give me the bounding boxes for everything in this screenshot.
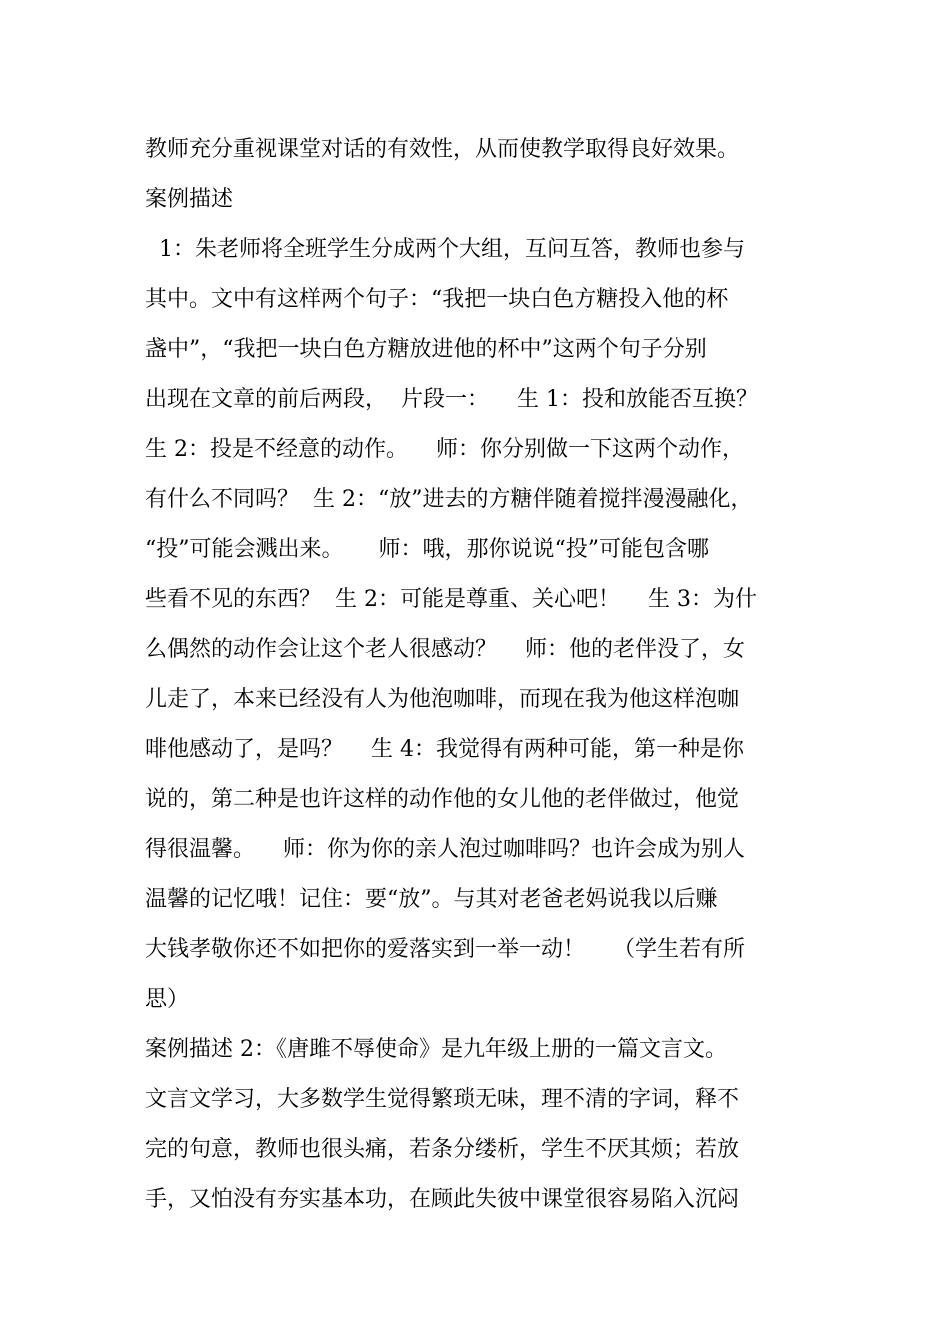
text-line: 完的句意，教师也很头痛，若条分缕析，学生不厌其烦；若放: [145, 1137, 740, 1162]
text-line: 出现在文章的前后两段， 片段一： 生 1：投和放能否互换？: [145, 387, 758, 412]
text-line: 得很温馨。 师：你为你的亲人泡过咖啡吗？也许会成为别人: [145, 837, 745, 862]
text-line: 教师充分重视课堂对话的有效性，从而使教学取得良好效果。: [145, 137, 740, 162]
text-line: 案例描述 2：《唐雎不辱使命》是九年级上册的一篇文言文。: [145, 1037, 727, 1062]
text-line: 1：朱老师将全班学生分成两个大组，互问互答，教师也参与: [145, 237, 745, 262]
text-line: 说的，第二种是也许这样的动作他的女儿他的老伴做过，他觉: [145, 787, 740, 812]
text-line: 案例描述: [145, 187, 234, 212]
text-line: 生 2：投是不经意的动作。 师：你分别做一下这两个动作，: [145, 437, 744, 462]
text-line: 儿走了，本来已经没有人为他泡咖啡，而现在我为他这样泡咖: [145, 687, 740, 712]
text-line: 有什么不同吗？ 生 2：“放”进去的方糖伴随着搅拌漫漫融化，: [145, 487, 753, 512]
text-line: 文言文学习，大多数学生觉得繁琐无味，理不清的字词，释不: [145, 1087, 740, 1112]
text-line: 啡他感动了，是吗？ 生 4：我觉得有两种可能，第一种是你: [145, 737, 744, 762]
text-line: 温馨的记忆哦！记住：要“放”。与其对老爸老妈说我以后赚: [145, 887, 718, 912]
text-line: 盏中”，“我把一块白色方糖放进他的杯中”这两个句子分别: [145, 337, 707, 362]
text-line: 大钱孝敬你还不如把你的爱落实到一举一动！ （学生若有所: [145, 937, 745, 962]
text-line: 其中。文中有这样两个句子：“我把一块白色方糖投入他的杯: [145, 287, 729, 312]
text-line: 么偶然的动作会让这个老人很感动？ 师：他的老伴没了，女: [145, 637, 745, 662]
text-line: 手，又怕没有夯实基本功，在顾此失彼中课堂很容易陷入沉闷: [145, 1187, 740, 1212]
text-line: 思）: [145, 987, 190, 1012]
text-line: “投”可能会溅出来。 师：哦，那你说说“投”可能包含哪: [145, 537, 709, 562]
text-line: 些看不见的东西？ 生 2：可能是尊重、关心吧！ 生 3：为什: [145, 587, 757, 612]
